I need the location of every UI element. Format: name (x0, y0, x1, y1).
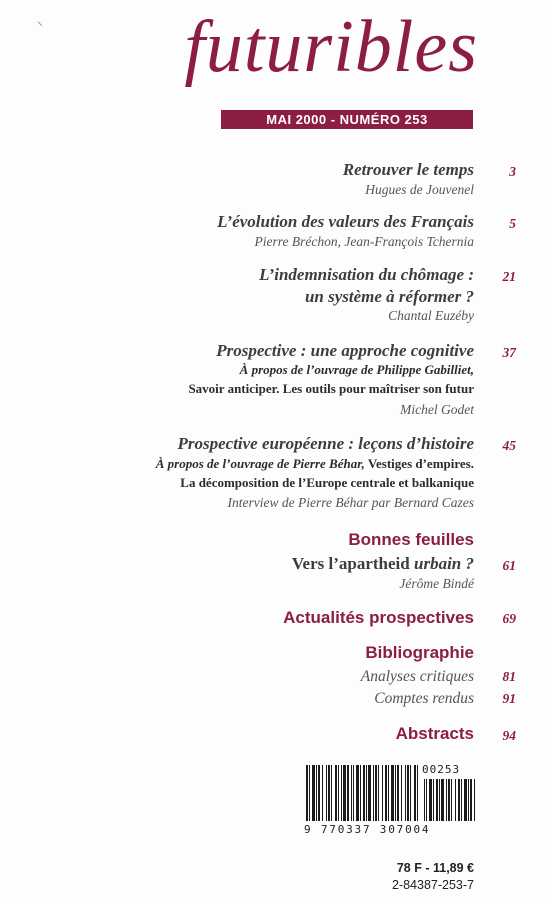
article-title-6-plain: Vers l’apartheid (291, 554, 414, 573)
section-abstracts[interactable]: Abstracts (395, 724, 474, 743)
page-number-4: 37 (502, 345, 516, 360)
article-subtitle-4-line1: À propos de l’ouvrage de Philippe Gabilliet, (239, 362, 474, 377)
article-subtitle-5-italic: À propos de l’ouvrage de Pierre Béhar, (155, 456, 365, 471)
page-number-comptes-rendus: 91 (502, 691, 516, 706)
page-number-5: 45 (502, 438, 516, 453)
price: 78 F - 11,89 € (396, 861, 474, 875)
magazine-title: futuribles (184, 6, 478, 88)
page-number-2: 5 (509, 216, 516, 231)
article-title-6[interactable] (292, 553, 474, 574)
page-number-6: 61 (502, 558, 516, 573)
page-number-1: 3 (509, 164, 516, 179)
barcode-number: 9 770337 307004 (304, 823, 431, 836)
article-author-2: Pierre Bréchon, Jean-François Tchernia (254, 234, 474, 249)
section-bonnes-feuilles[interactable]: Bonnes feuilles (348, 530, 474, 549)
article-author-5: Interview de Pierre Béhar par Bernard Cazes (227, 495, 474, 510)
isbn: 2-84387-253-7 (391, 878, 474, 892)
barcode-addon: 00253 (422, 763, 461, 776)
article-title-3-line1[interactable]: L’indemnisation du chômage : (259, 265, 474, 284)
article-title-2[interactable]: L’évolution des valeurs des Français (217, 212, 474, 231)
registration-mark-icon: ⸜ (37, 14, 44, 28)
biblio-item-comptes-rendus[interactable]: Comptes rendus (374, 690, 474, 707)
article-title-1[interactable]: Retrouver le temps (342, 160, 474, 179)
page-number-actualites: 69 (502, 611, 516, 626)
biblio-item-analyses[interactable]: Analyses critiques (360, 668, 474, 685)
article-author-1: Hugues de Jouvenel (365, 182, 474, 197)
article-author-3: Chantal Euzéby (388, 308, 474, 323)
article-title-6-italic: urbain ? (414, 554, 474, 573)
article-author-4: Michel Godet (400, 402, 474, 417)
section-actualites[interactable]: Actualités prospectives (283, 608, 474, 627)
page-number-abstracts: 94 (502, 728, 516, 743)
article-author-6: Jérôme Bindé (399, 576, 474, 591)
article-title-4[interactable]: Prospective : une approche cognitive (216, 341, 474, 360)
article-subtitle-5-line1 (156, 455, 474, 473)
issue-banner: MAI 2000 - NUMÉRO 253 (221, 110, 473, 129)
article-title-5[interactable]: Prospective européenne : leçons d’histoire (177, 434, 474, 453)
article-subtitle-5-rest: Vestiges d’empires. (364, 456, 474, 471)
article-subtitle-4-line2: Savoir anticiper. Les outils pour maîtriser son futur (188, 381, 474, 396)
page-number-analyses: 81 (502, 669, 516, 684)
page-number-3: 21 (502, 269, 516, 284)
article-subtitle-5-line2: La décomposition de l’Europe centrale et balkanique (180, 475, 474, 490)
section-bibliographie[interactable]: Bibliographie (365, 643, 474, 662)
article-title-3-line2[interactable]: un système à réformer ? (304, 287, 474, 306)
